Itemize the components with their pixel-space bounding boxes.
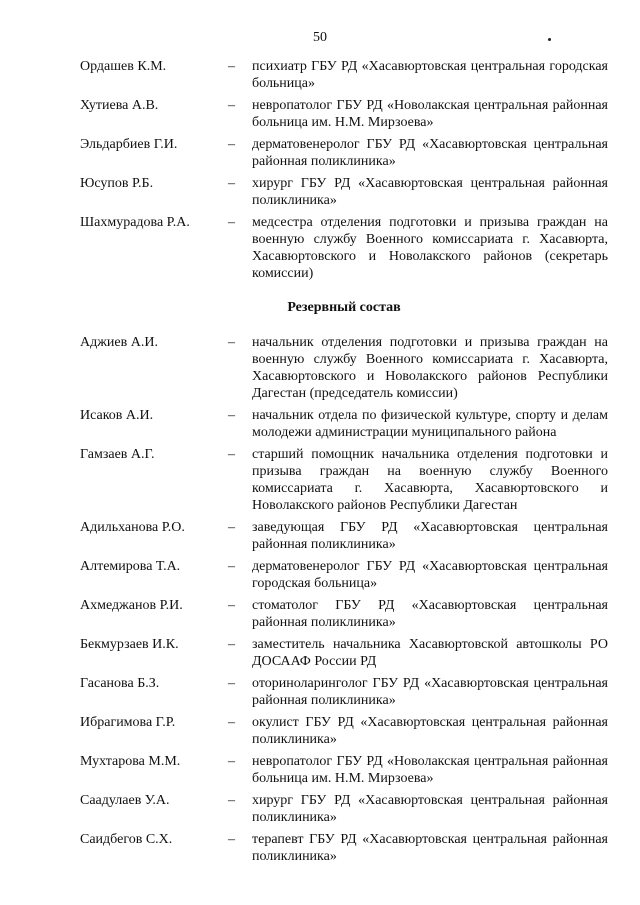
member-position: психиатр ГБУ РД «Хасавюртовская центральная городская больница» xyxy=(252,59,608,91)
member-position: медсестра отделения подготовки и призыва граждан на военную службу Военного комиссариата г. Хасавюрта, Хасавюртовского и Новолакского районов (секретарь комиссии) xyxy=(252,215,608,281)
member-row xyxy=(80,446,608,514)
member-name: Саадулаев У.А. xyxy=(80,793,170,808)
member-name: Ахмеджанов Р.И. xyxy=(80,598,183,613)
member-row xyxy=(80,407,608,441)
dash-separator: – xyxy=(228,215,235,230)
dash-separator: – xyxy=(228,520,235,535)
member-name: Гасанова Б.З. xyxy=(80,676,160,691)
member-name: Хутиева А.В. xyxy=(80,98,159,113)
page-number: 50 xyxy=(313,30,327,45)
member-position: невропатолог ГБУ РД «Новолакская центральная районная больница им. Н.М. Мирзоева» xyxy=(252,754,608,786)
dash-separator: – xyxy=(228,335,235,350)
member-position: старший помощник начальника отделения подготовки и призыва граждан на военную службу Военного комиссариата г. Хасавюрта, Хасавюртовского и Новолакского районов Республики Дагестан xyxy=(252,447,608,513)
member-position: заместитель начальника Хасавюртовской автошколы РО ДОСААФ России РД xyxy=(252,637,608,669)
dash-separator: – xyxy=(228,754,235,769)
member-row xyxy=(80,675,608,709)
member-name: Юсупов Р.Б. xyxy=(80,176,154,191)
dash-separator: – xyxy=(228,715,235,730)
member-name: Ордашев К.М. xyxy=(80,59,167,74)
dash-separator: – xyxy=(228,598,235,613)
member-row xyxy=(80,334,608,402)
member-row xyxy=(80,175,608,209)
dash-separator: – xyxy=(228,832,235,847)
member-row xyxy=(80,714,608,748)
member-name: Исаков А.И. xyxy=(80,408,154,423)
member-position: хирург ГБУ РД «Хасавюртовская центральная районная поликлиника» xyxy=(252,793,608,825)
member-row xyxy=(80,636,608,670)
main-members-list xyxy=(80,58,608,282)
member-name: Бекмурзаев И.К. xyxy=(80,637,179,652)
member-position: дерматовенеролог ГБУ РД «Хасавюртовская центральная районная поликлиника» xyxy=(252,137,608,169)
member-name: Алтемирова Т.А. xyxy=(80,559,181,574)
member-name: Адильханова Р.О. xyxy=(80,520,185,535)
reserve-heading: Резервный состав xyxy=(287,300,401,315)
member-row xyxy=(80,136,608,170)
dash-separator: – xyxy=(228,637,235,652)
member-position: начальник отделения подготовки и призыва граждан на военную службу Военного комиссариата г. Хасавюрта, Хасавюртовского и Новолакского районов Республики Дагестан (председатель комиссии) xyxy=(252,335,608,401)
member-row xyxy=(80,753,608,787)
member-row xyxy=(80,58,608,92)
member-row xyxy=(80,831,608,865)
member-position: невропатолог ГБУ РД «Новолакская центральная районная больница им. Н.М. Мирзоева» xyxy=(252,98,608,130)
member-row xyxy=(80,792,608,826)
commission-list xyxy=(80,58,608,865)
member-row xyxy=(80,558,608,592)
dash-separator: – xyxy=(228,98,235,113)
member-row xyxy=(80,597,608,631)
dash-separator: – xyxy=(228,59,235,74)
member-position: начальник отдела по физической культуре, спорту и делам молодежи администрации муниципального района xyxy=(252,408,608,440)
dash-separator: – xyxy=(228,559,235,574)
member-name: Аджиев А.И. xyxy=(80,335,158,350)
member-position: терапевт ГБУ РД «Хасавюртовская центральная районная поликлиника» xyxy=(252,832,608,864)
reserve-members-list xyxy=(80,334,608,865)
dash-separator: – xyxy=(228,176,235,191)
member-name: Ибрагимова Г.Р. xyxy=(80,715,176,730)
member-row xyxy=(80,519,608,553)
dash-separator: – xyxy=(228,793,235,808)
member-position: хирург ГБУ РД «Хасавюртовская центральная районная поликлиника» xyxy=(252,176,608,208)
scan-speck xyxy=(548,38,551,41)
member-name: Саидбегов С.Х. xyxy=(80,832,173,847)
member-position: дерматовенеролог ГБУ РД «Хасавюртовская центральная городская больница» xyxy=(252,559,608,591)
member-name: Эльдарбиев Г.И. xyxy=(80,137,178,152)
member-position: оториноларинголог ГБУ РД «Хасавюртовская центральная районная поликлиника» xyxy=(252,676,608,708)
member-position: стоматолог ГБУ РД «Хасавюртовская центральная районная поликлиника» xyxy=(252,598,608,630)
member-row xyxy=(80,214,608,282)
member-name: Шахмурадова Р.А. xyxy=(80,215,190,230)
member-name: Мухтарова М.М. xyxy=(80,754,181,769)
member-position: окулист ГБУ РД «Хасавюртовская центральная районная поликлиника» xyxy=(252,715,608,747)
member-position: заведующая ГБУ РД «Хасавюртовская центральная районная поликлиника» xyxy=(252,520,608,552)
dash-separator: – xyxy=(228,447,235,462)
member-row xyxy=(80,97,608,131)
dash-separator: – xyxy=(228,676,235,691)
member-name: Гамзаев А.Г. xyxy=(80,447,155,462)
dash-separator: – xyxy=(228,408,235,423)
dash-separator: – xyxy=(228,137,235,152)
